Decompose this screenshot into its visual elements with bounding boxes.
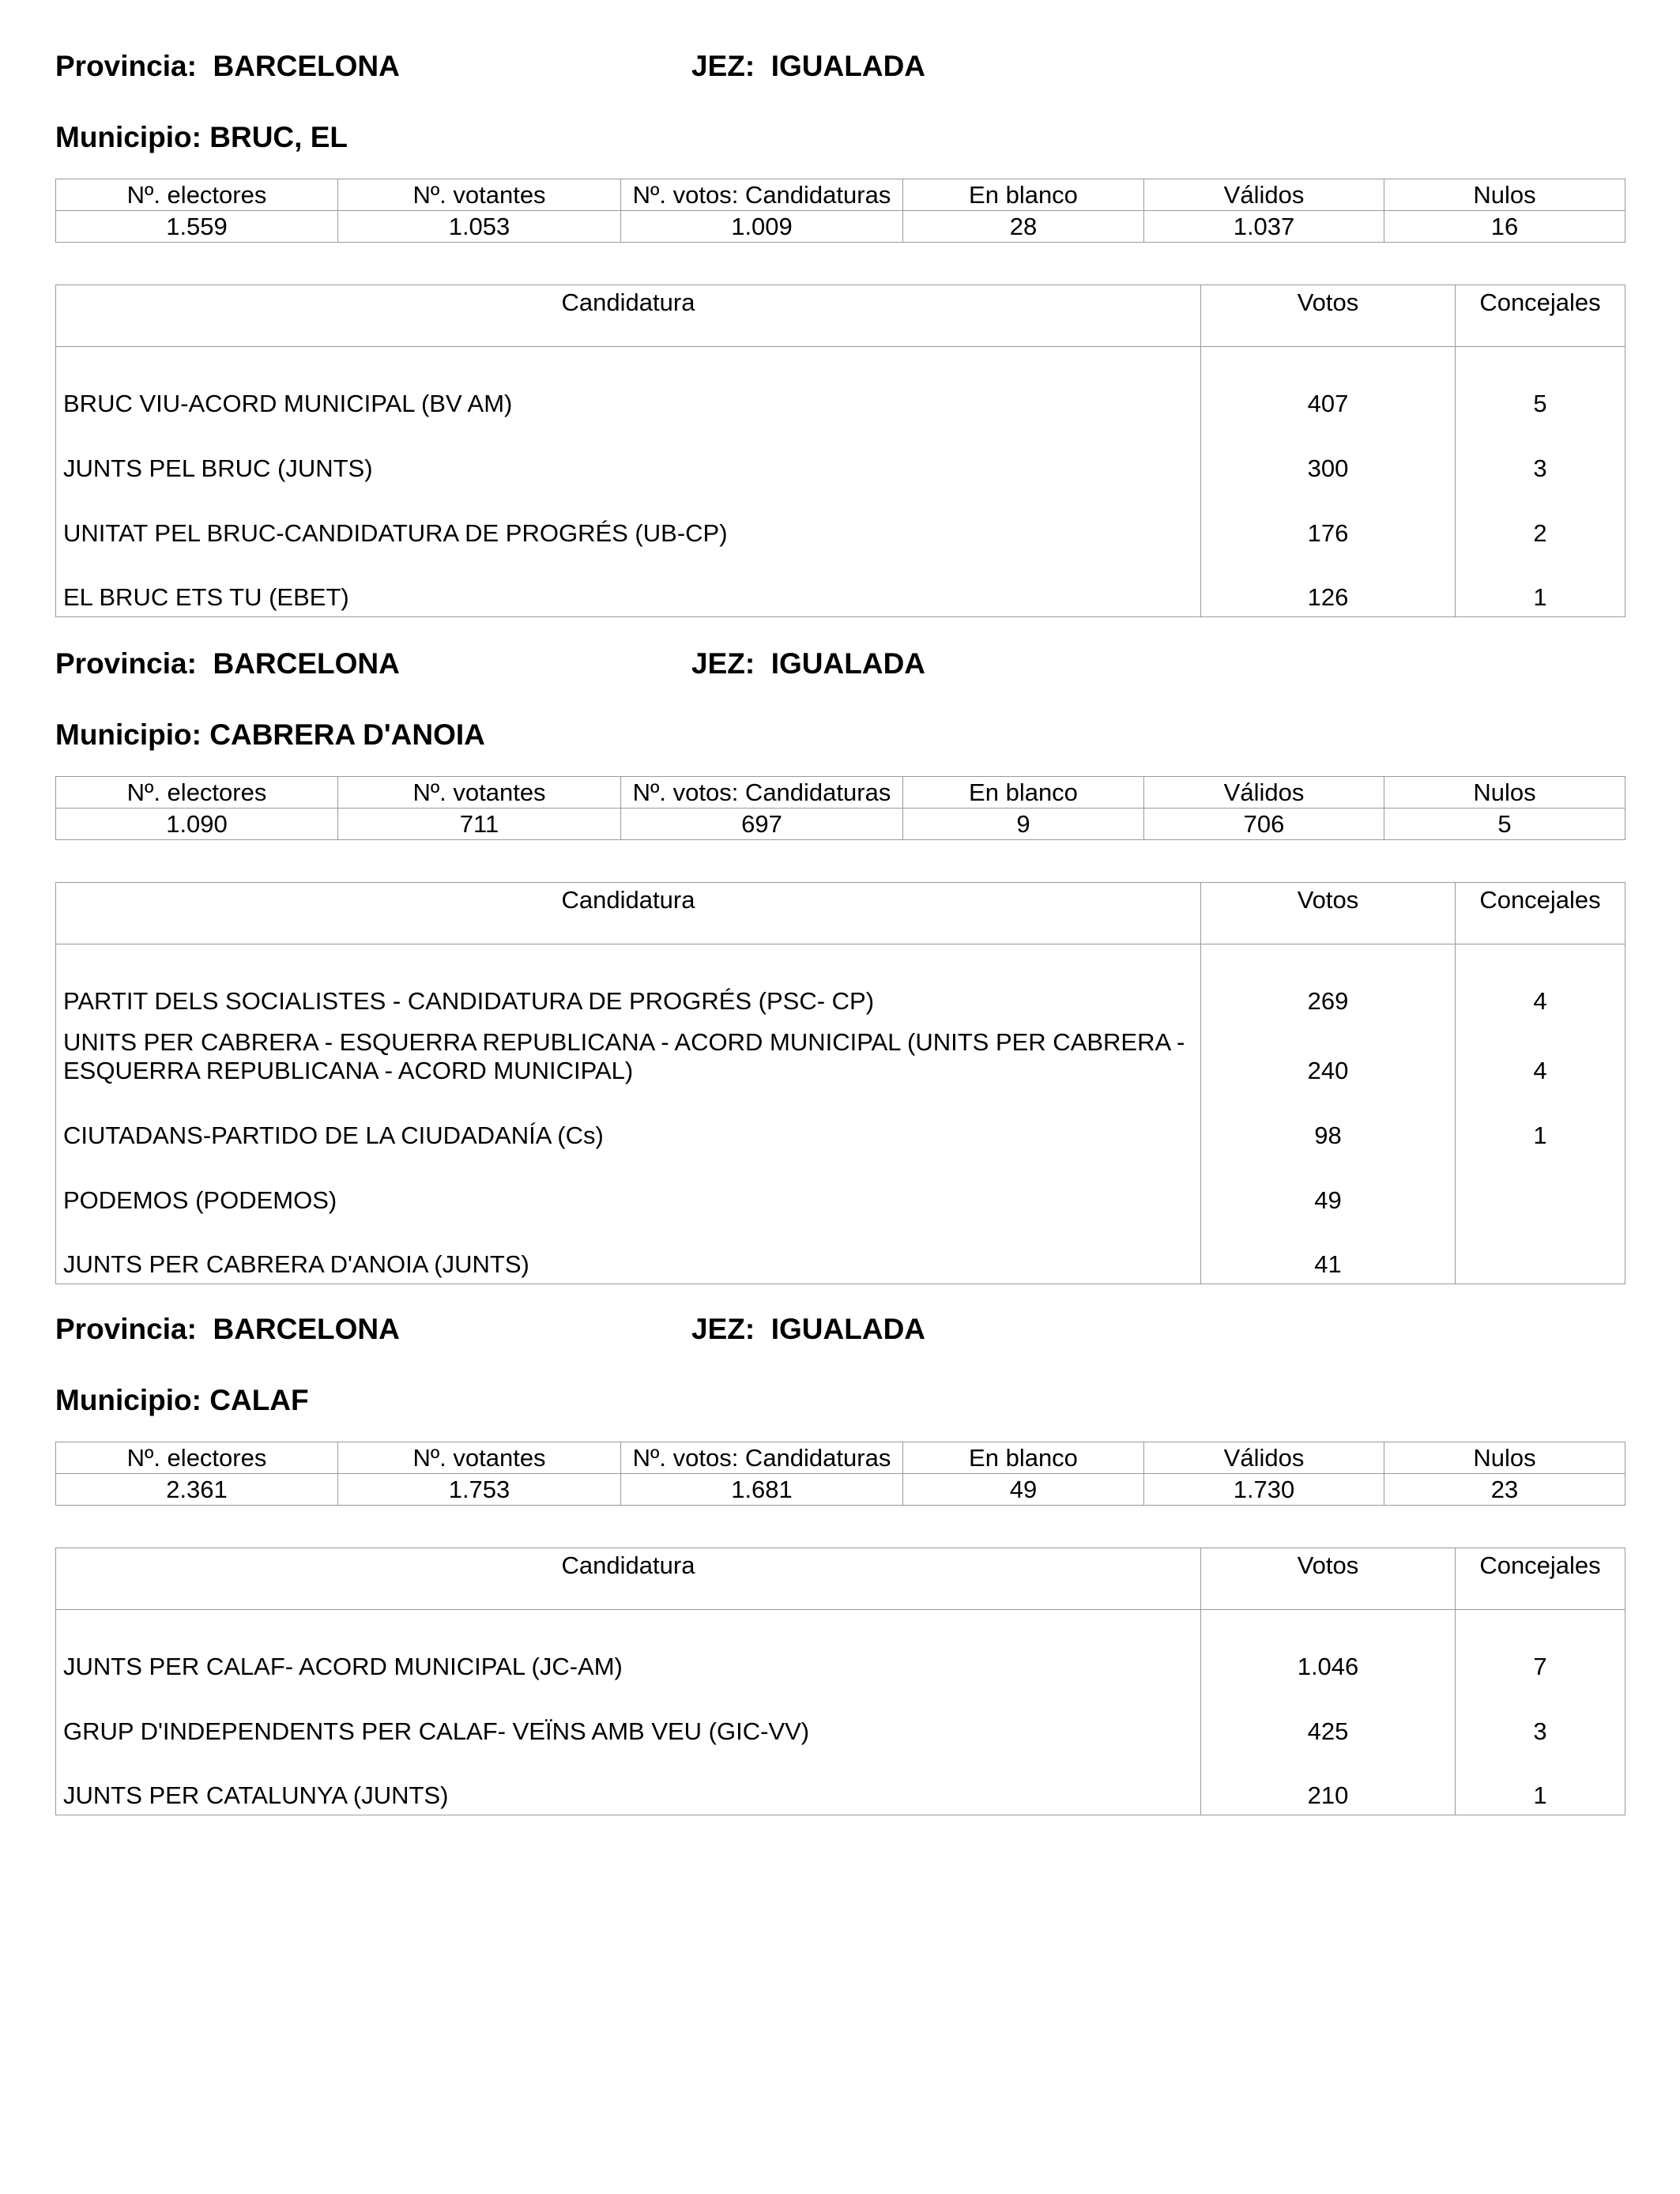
concejales-value: 3: [1456, 423, 1625, 488]
municipio-value: BRUC, EL: [209, 121, 348, 153]
summary-header: Nº. votantes: [338, 179, 621, 211]
table-row: [56, 488, 1625, 552]
candidatura-header: Candidatura: [56, 1548, 1201, 1610]
jez-value: IGUALADA: [770, 1313, 926, 1345]
summary-value: 16: [1384, 211, 1625, 243]
candidatures-table: [55, 285, 1625, 617]
jez-heading: [691, 1312, 925, 1347]
summary-value: 28: [903, 211, 1144, 243]
summary-value-row: [56, 809, 1625, 840]
provincia-value: BARCELONA: [213, 1313, 400, 1345]
summary-value: 9: [903, 809, 1144, 840]
table-row: [56, 1686, 1625, 1751]
provincia-label: Provincia:: [55, 647, 197, 680]
candidatura-header: Candidatura: [56, 285, 1201, 347]
votos-header: Votos: [1201, 883, 1456, 944]
summary-header: Válidos: [1144, 777, 1384, 809]
concejales-value: 5: [1456, 347, 1625, 423]
summary-value: 1.037: [1144, 211, 1384, 243]
summary-header: Nulos: [1384, 1442, 1625, 1474]
candidatura-name: PARTIT DELS SOCIALISTES - CANDIDATURA DE PROGRÉS (PSC- CP): [56, 944, 1201, 1020]
summary-header: Nº. votos: Candidaturas: [621, 777, 903, 809]
jez-value: IGUALADA: [770, 647, 926, 680]
summary-value: 5: [1384, 809, 1625, 840]
votos-value: 269: [1201, 944, 1456, 1020]
summary-header: En blanco: [903, 777, 1144, 809]
table-row: [56, 1751, 1625, 1815]
candidatura-name: UNITS PER CABRERA - ESQUERRA REPUBLICANA - ACORD MUNICIPAL (UNITS PER CABRERA - ESQUERRA REPUBLICANA - ACORD MUNICIPAL): [56, 1020, 1201, 1090]
summary-value: 706: [1144, 809, 1384, 840]
concejales-header: Concejales: [1456, 285, 1625, 347]
summary-header: En blanco: [903, 1442, 1144, 1474]
candidatura-name: CIUTADANS-PARTIDO DE LA CIUDADANÍA (Cs): [56, 1090, 1201, 1155]
votos-value: 407: [1201, 347, 1456, 423]
votos-value: 176: [1201, 488, 1456, 552]
votos-value: 49: [1201, 1155, 1456, 1220]
candidatura-name: JUNTS PER CABRERA D'ANOIA (JUNTS): [56, 1220, 1201, 1284]
summary-value: 711: [338, 809, 621, 840]
jez-value: IGUALADA: [770, 50, 926, 82]
candidatura-name: JUNTS PER CATALUNYA (JUNTS): [56, 1751, 1201, 1815]
summary-table: [55, 776, 1625, 840]
summary-header: Nº. electores: [56, 1442, 338, 1474]
municipio-heading: [55, 1383, 309, 1418]
votos-value: 300: [1201, 423, 1456, 488]
summary-value: 2.361: [56, 1474, 338, 1506]
votos-value: 425: [1201, 1686, 1456, 1751]
provincia-heading: [55, 49, 400, 84]
summary-header: Nº. electores: [56, 179, 338, 211]
concejales-value: 1: [1456, 552, 1625, 617]
candidatures-table: [55, 882, 1625, 1284]
concejales-value: 7: [1456, 1610, 1625, 1686]
candidatura-name: BRUC VIU-ACORD MUNICIPAL (BV AM): [56, 347, 1201, 423]
concejales-value: 4: [1456, 944, 1625, 1020]
candidatures-header-row: [56, 285, 1625, 347]
summary-header: Válidos: [1144, 1442, 1384, 1474]
provincia-heading: [55, 1312, 400, 1347]
summary-value: 1.730: [1144, 1474, 1384, 1506]
summary-value: 1.053: [338, 211, 621, 243]
votos-value: 41: [1201, 1220, 1456, 1284]
municipio-value: CALAF: [209, 1384, 309, 1416]
table-row: [56, 1610, 1625, 1686]
table-row: [56, 944, 1625, 1020]
municipio-label: Municipio:: [55, 718, 202, 751]
candidatures-header-row: [56, 883, 1625, 944]
jez-heading: [691, 49, 925, 84]
jez-label: JEZ:: [691, 1313, 755, 1345]
concejales-value: 3: [1456, 1686, 1625, 1751]
votos-value: 1.046: [1201, 1610, 1456, 1686]
summary-value: 49: [903, 1474, 1144, 1506]
municipio-heading: [55, 120, 348, 155]
summary-value: 1.559: [56, 211, 338, 243]
concejales-value: 4: [1456, 1020, 1625, 1090]
table-row: [56, 423, 1625, 488]
summary-header: Nº. votos: Candidaturas: [621, 1442, 903, 1474]
summary-table: [55, 179, 1625, 243]
concejales-value: [1456, 1220, 1625, 1284]
summary-header: Nulos: [1384, 777, 1625, 809]
municipio-heading: [55, 718, 485, 752]
summary-value-row: [56, 211, 1625, 243]
municipio-value: CABRERA D'ANOIA: [209, 718, 485, 751]
concejales-value: 1: [1456, 1751, 1625, 1815]
concejales-value: [1456, 1155, 1625, 1220]
summary-header: Nº. votantes: [338, 1442, 621, 1474]
provincia-heading: [55, 647, 400, 681]
candidatura-name: JUNTS PER CALAF- ACORD MUNICIPAL (JC-AM): [56, 1610, 1201, 1686]
table-row: [56, 1090, 1625, 1155]
summary-header: Nº. votantes: [338, 777, 621, 809]
summary-header-row: [56, 179, 1625, 211]
summary-value: 1.009: [621, 211, 903, 243]
summary-value: 697: [621, 809, 903, 840]
concejales-value: 2: [1456, 488, 1625, 552]
summary-header: Nulos: [1384, 179, 1625, 211]
summary-header-row: [56, 1442, 1625, 1474]
candidatura-header: Candidatura: [56, 883, 1201, 944]
candidatura-name: UNITAT PEL BRUC-CANDIDATURA DE PROGRÉS (UB-CP): [56, 488, 1201, 552]
provincia-value: BARCELONA: [213, 647, 400, 680]
candidatura-name: EL BRUC ETS TU (EBET): [56, 552, 1201, 617]
table-row: [56, 1020, 1625, 1090]
candidatura-name: GRUP D'INDEPENDENTS PER CALAF- VEÏNS AMB VEU (GIC-VV): [56, 1686, 1201, 1751]
summary-value-row: [56, 1474, 1625, 1506]
votos-value: 126: [1201, 552, 1456, 617]
votos-header: Votos: [1201, 1548, 1456, 1610]
jez-heading: [691, 647, 925, 681]
table-row: [56, 1220, 1625, 1284]
jez-label: JEZ:: [691, 647, 755, 680]
table-row: [56, 552, 1625, 617]
candidatures-table: [55, 1547, 1625, 1815]
summary-header: En blanco: [903, 179, 1144, 211]
summary-header-row: [56, 777, 1625, 809]
municipio-label: Municipio:: [55, 121, 202, 153]
summary-header: Nº. electores: [56, 777, 338, 809]
jez-label: JEZ:: [691, 50, 755, 82]
summary-value: 1.681: [621, 1474, 903, 1506]
summary-value: 1.090: [56, 809, 338, 840]
candidatures-header-row: [56, 1548, 1625, 1610]
summary-value: 1.753: [338, 1474, 621, 1506]
candidatura-name: JUNTS PEL BRUC (JUNTS): [56, 423, 1201, 488]
summary-value: 23: [1384, 1474, 1625, 1506]
summary-header: Válidos: [1144, 179, 1384, 211]
candidatura-name: PODEMOS (PODEMOS): [56, 1155, 1201, 1220]
concejales-header: Concejales: [1456, 883, 1625, 944]
municipio-label: Municipio:: [55, 1384, 202, 1416]
votos-value: 240: [1201, 1020, 1456, 1090]
votos-value: 98: [1201, 1090, 1456, 1155]
provincia-label: Provincia:: [55, 50, 197, 82]
table-row: [56, 1155, 1625, 1220]
summary-table: [55, 1442, 1625, 1506]
concejales-value: 1: [1456, 1090, 1625, 1155]
votos-value: 210: [1201, 1751, 1456, 1815]
provincia-label: Provincia:: [55, 1313, 197, 1345]
concejales-header: Concejales: [1456, 1548, 1625, 1610]
provincia-value: BARCELONA: [213, 50, 400, 82]
summary-header: Nº. votos: Candidaturas: [621, 179, 903, 211]
table-row: [56, 347, 1625, 423]
votos-header: Votos: [1201, 285, 1456, 347]
